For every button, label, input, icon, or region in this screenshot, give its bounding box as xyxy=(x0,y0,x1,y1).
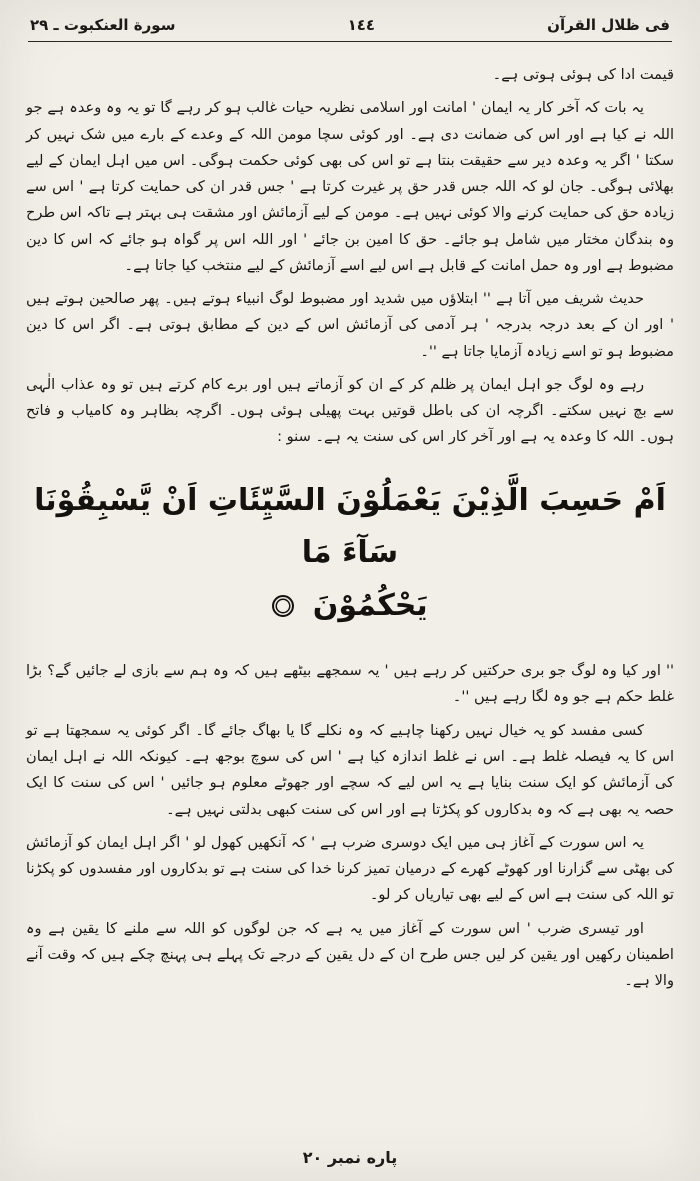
verse-line-2 xyxy=(32,580,668,633)
paragraph: یہ بات کہ آخر کار یہ ایمان ' امانت اور اسلامی نظریہ حیات غالب ہو کر رہے گا تو یہ وہ وعدہ ہے جو اللہ نے کیا ہے اور اس کی ضمانت دی ہے۔ اور کوئی سچا مومن اللہ کے وعدے کے بارے میں شک نہیں کر سکتا ' اگر یہ وعدہ دیر سے حقیقت بنتا ہے تو اس کی بھی کوئی حکمت ہوگی۔ اس میں اہل ایمان کے لیے بھلائی ہوگی۔ جان لو کہ اللہ جس قدر حق پر غیرت کرتا ہے ' جس قدر ان کی حمایت کرتا ہے ' اس سے زیادہ حق کی حمایت کرنے والا کوئی نہیں ہے۔ مومن کے لیے آزمائش اور مشقت ہی بہتر ہے تاکہ اس طرح وہ بندگان مختار میں شامل ہو جائے۔ حق کا امین بن جائے ' اور اللہ اس پر گواہ ہو جائے کہ اس کا دین مضبوط ہے اور وہ حمل امانت کے قابل ہے اس لیے اسے آزمائش کے لیے منتخب کیا جاتا ہے۔ xyxy=(26,99,674,274)
paragraph-hadith: حدیث شریف میں آتا ہے '' ابتلاؤں میں شدید اور مضبوط لوگ انبیاء ہوتے ہیں۔ پھر صالحین ہوتے ہیں ' اور ان کے بعد درجہ بدرجہ ' ہر آدمی کی آزمائش اس کے دین کے مطابق ہوتی ہے۔ اگر اس کا دین مضبوط ہو تو اسے زیادہ آزمایا جاتا ہے ''۔ xyxy=(26,290,674,360)
paragraph: رہے وہ لوگ جو اہل ایمان پر ظلم کر کے ان کو آزماتے ہیں اور برے کام کرتے ہیں تو وہ عذاب الٰہی سے بچ نہیں سکتے۔ اگرچہ ان کی باطل قوتیں بہت پھیلی ہوئی ہوں۔ اگرچہ بظاہر وہ کامیاب و فاتح ہوں۔ اللہ کا وعدہ یہ ہے اور آخر کار اس کی سنت یہ ہے۔ سنو : xyxy=(26,375,674,446)
page-footer xyxy=(0,1148,700,1167)
quran-verse xyxy=(32,475,668,633)
paragraph: کسی مفسد کو یہ خیال نہیں رکھنا چاہیے کہ وہ نکلے گا یا بھاگ جائے گا۔ اگر کوئی یہ سمجھتا ہے تو اس کا یہ فیصلہ غلط ہے۔ اس نے غلط اندازہ کیا ہے ' اس کی سوچ بوجھ ہے۔ کیونکہ اللہ نے اہل ایمان کی آزمائش کو ایک سنت بنایا ہے یہ اس لیے کہ سچے اور جھوٹے معلوم ہو جائیں ' اس کی سنت کا ایک حصہ یہ بھی ہے کہ وہ بدکاروں کو پکڑتا ہے اور اس کی سنت کبھی بدلتی نہیں ہے۔ xyxy=(26,721,674,818)
paragraph: اور تیسری ضرب ' اس سورت کے آغاز میں یہ ہے کہ جن لوگوں کو اللہ سے ملنے کا یقین ہے وہ اطمینان رکھیں اور یقین کر لیں جس طرح ان کے دل یقین کے درجے تک پہلے ہی پہنچ چکے ہیں کہ وقت آنے والا ہے۔ xyxy=(26,919,674,990)
page-number: ١٤٤ xyxy=(347,16,376,34)
surah-title: سورة العنكبوت ـ ٢٩ xyxy=(30,16,176,34)
page-header xyxy=(26,12,674,41)
paragraph: یہ اس سورت کے آغاز ہی میں ایک دوسری ضرب ہے ' کہ آنکھیں کھول لو ' اگر اہل ایمان کو آزمائش کی بھٹی سے گزارنا اور کھوٹے کھرے کے درمیان تمیز کرنا خدا کی سنت ہے تو بدکاروں اور مفسدوں کو پکڑنا تو اللہ کی سنت ہے اس کے لیے بھی تیاریاں کر لو۔ xyxy=(26,833,674,904)
para-number-label: پاره نمبر ٢٠ xyxy=(302,1148,398,1167)
page-body xyxy=(26,62,674,994)
verse-line-1: اَمْ حَسِبَ الَّذِيْنَ يَعْمَلُوْنَ السَّيِّئَاتِ اَنْ يَّسْبِقُوْنَا سَآءَ مَا xyxy=(34,482,666,571)
paragraph-translation: '' اور کیا وہ لوگ جو بری حرکتیں کر رہے ہیں ' یہ سمجھے بیٹھے ہیں کہ وہ ہم سے بازی لے جائیں گے؟ بڑا غلط حکم ہے جو وہ لگا رہے ہیں ''۔ xyxy=(26,662,674,706)
ayah-end-marker-icon xyxy=(272,595,294,617)
verse-line-2-text: يَحْكُمُوْنَ xyxy=(312,587,428,623)
header-divider xyxy=(28,41,672,42)
paragraph-continuation: قیمت ادا کی ہوئی ہوتی ہے۔ xyxy=(492,66,674,83)
book-title: فى ظلال القرآن xyxy=(547,16,670,34)
